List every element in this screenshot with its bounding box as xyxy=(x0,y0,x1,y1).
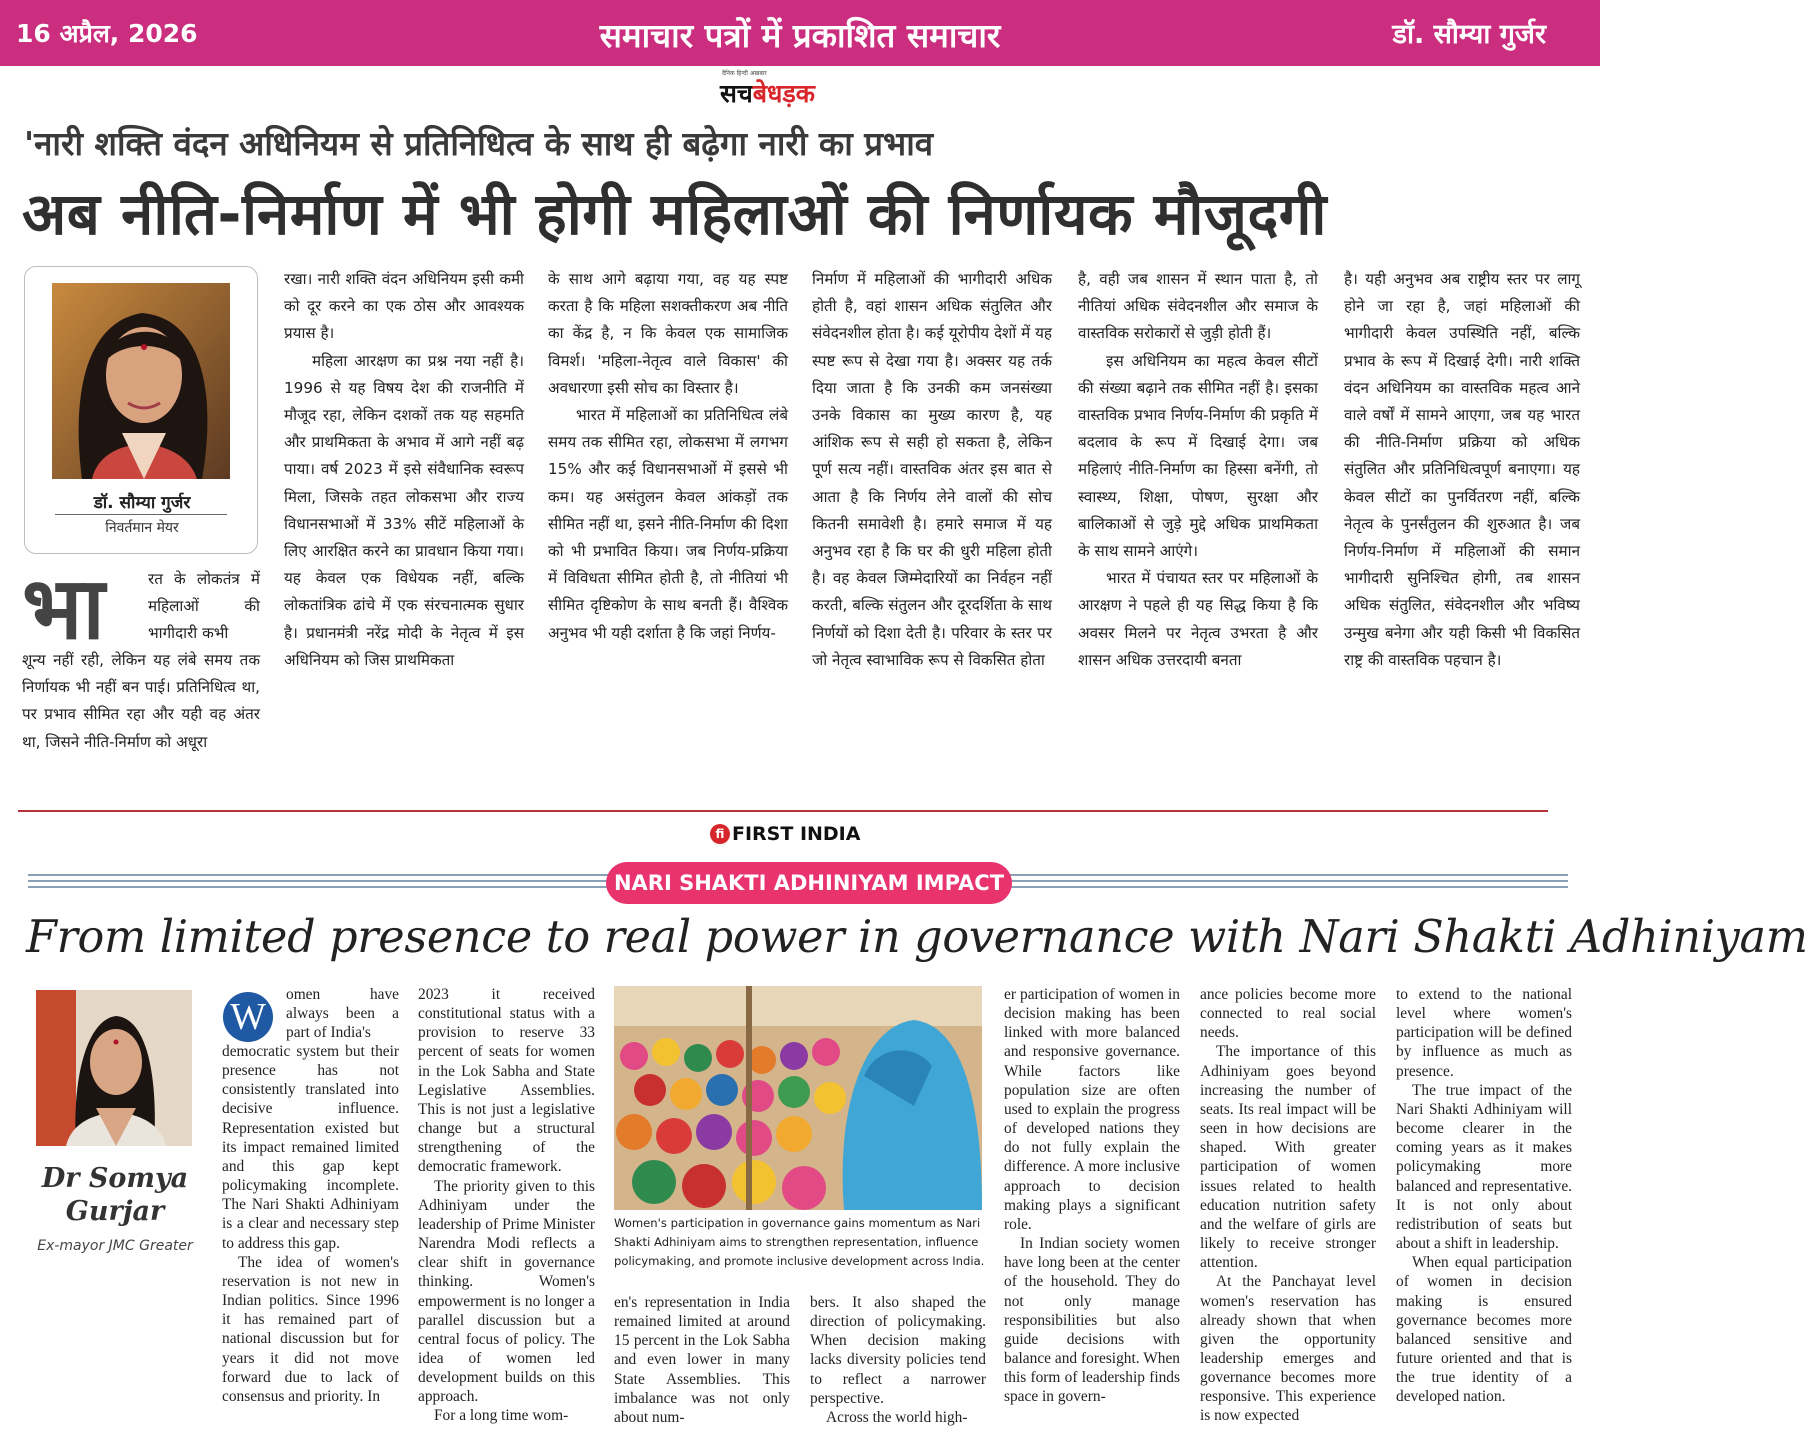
hindi-author-role: निवर्तमान मेयर xyxy=(105,520,179,536)
english-column-5 xyxy=(1004,985,1180,1422)
hindi-lead-top: रत के लोकतंत्र में महिलाओं की भागीदारी कभी xyxy=(148,570,260,643)
first-india-logo xyxy=(710,823,860,845)
english-author-role: Ex-mayor JMC Greater xyxy=(37,1238,193,1254)
hindi-dropcap: भा xyxy=(22,559,105,659)
section-divider xyxy=(18,810,1548,812)
top-banner xyxy=(0,0,1600,66)
hindi-column-4 xyxy=(812,266,1052,786)
hindi-column-5 xyxy=(1078,266,1318,786)
author-portrait-image xyxy=(36,990,192,1146)
paragraph: The importance of this Adhiniyam goes beyond increasing the number of seats. Its real impact will be seen in how decisions are shaped. With greater participation of women issues related to health education nutrition safety and the welfare of girls are likely to receive stronger attention. xyxy=(1200,1043,1376,1272)
paragraph: omen have always been a part of India's xyxy=(286,986,399,1042)
hindi-column-2 xyxy=(284,266,524,786)
first-india-wordmark: FIRST INDIA xyxy=(732,823,861,845)
paragraph: भारत में महिलाओं का प्रतिनिधित्व लंबे समय तक सीमित रहा, लोकसभा में लगभग 15% और कई विधानसभाओं में इससे भी कम। यह असंतुलन केवल आंकड़ों तक सीमित नहीं था, इसने नीति-निर्माण की दिशा को भी प्रभावित किया। जब निर्णय-प्रक्रिया में विविधता सीमित होती है, तो नीतियां भी सीमित दृष्टिकोण के साथ बनती हैं। वैश्विक अनुभव भी यही दर्शाता है कि जहां निर्णय- xyxy=(548,406,788,642)
english-column-6 xyxy=(1200,985,1376,1425)
paragraph: At the Panchayat level women's reservation has already shown that when given the opportunity leadership emerges and governance becomes more responsive. This experience is now expected xyxy=(1200,1273,1376,1425)
paragraph: The idea of women's reservation is not new in Indian politics. Since 1996 it has remained part of national discussion but for years it did not move forward due to lack of consensus and priority. In xyxy=(222,1253,399,1405)
paragraph: For a long time wom- xyxy=(434,1407,569,1425)
paragraph: When equal participation of women in decision making is ensured governance becomes more balanced sensitive and future oriented and that is the true identity of a developed nation. xyxy=(1396,1254,1572,1406)
hindi-lead-bottom: शून्य नहीं रही, लेकिन यह लंबे समय तक निर्णायक भी नहीं बन पाई। प्रतिनिधित्व था, पर प्रभाव सीमित रहा और यही वह अंतर था, जिसने नीति-निर्माण को अधूरा xyxy=(22,651,260,751)
paragraph: के साथ आगे बढ़ाया गया, वह यह स्पष्ट करता है कि महिला सशक्तीकरण अब नीति का केंद्र है, न कि केवल एक सामाजिक विमर्श। 'महिला-नेतृत्व वाले विकास' की अवधारणा इसी सोच का विस्तार है। xyxy=(548,270,788,397)
paragraph: en's representation in India remained limited at around 15 percent in the Lok Sabha and even lower in many State Assemblies. This imbalance was not only about num- xyxy=(614,1294,790,1426)
crowd-photo xyxy=(614,986,982,1210)
hindi-column-3 xyxy=(548,266,788,786)
english-dropcap: W xyxy=(223,992,273,1042)
english-column-4 xyxy=(810,1293,986,1426)
paragraph: bers. It also shaped the direction of policymaking. When decision making lacks diversity policies tend to reflect a narrower perspective. xyxy=(810,1294,986,1407)
english-column-1 xyxy=(222,1042,399,1422)
paragraph: er participation of women in decision making has been linked with more balanced and responsive governance. While factors like population size are often used to explain the progress of developed nations they do not fully explain the difference. A more inclusive approach to decision making plays a significant role. xyxy=(1004,986,1180,1233)
paragraph: 2023 it received constitutional status with a provision to reserve 33 percent of seats for women in the Lok Sabha and State Legislative Assemblies. This is not just a legislative change but a structural strengthening of the democratic framework. xyxy=(418,986,595,1176)
english-headline: From limited presence to real power in governance with Nari Shakti Adhiniyam xyxy=(26,912,1808,963)
hindi-author-name: डॉ. सौम्या गुर्जर xyxy=(93,493,191,513)
paragraph: है। यही अनुभव अब राष्ट्रीय स्तर पर लागू होने जा रहा है, जहां महिलाओं की भागीदारी केवल उपस्थिति नहीं, बल्कि प्रभाव के रूप में दिखाई देगी। नारी शक्ति वंदन अधिनियम का वास्तविक महत्व आने वाले वर्षों में सामने आएगा, जब यह भारत की नीति-निर्माण प्रक्रिया को अधिक संतुलित और प्रतिनिधित्वपूर्ण बनाएगा। यह केवल सीटों का पुनर्वितरण नहीं, बल्कि नेतृत्व के पुनर्संतुलन की शुरुआत है। जब निर्णय-निर्माण में महिलाओं की समान भागीदारी सुनिश्चित होगी, तब शासन अधिक संतुलित, संवेदनशील और भविष्य उन्मुख बनेगा और यही किसी भी विकसित राष्ट्र की वास्तविक पहचान है। xyxy=(1344,270,1580,669)
paragraph: Across the world high- xyxy=(826,1408,968,1426)
paragraph: रखा। नारी शक्ति वंदन अधिनियम इसी कमी को दूर करने का एक ठोस और आवश्यक प्रयास है। xyxy=(284,270,524,343)
hindi-headline: अब नीति-निर्माण में भी होगी महिलाओं की निर्णायक मौजूदगी xyxy=(22,180,1327,248)
banner-date: 16 अप्रैल, 2026 xyxy=(16,19,198,48)
paragraph: महिला आरक्षण का प्रश्न नया नहीं है। 1996 से यह विषय देश की राजनीति में मौजूद रहा, लेकिन दशकों तक यह सहमति और प्राथमिकता के अभाव में आगे नहीं बढ़ पाया। वर्ष 2023 में इसे संवैधानिक स्वरूप मिला, जिसके तहत लोकसभा और राज्य विधानसभाओं में 33% सीटें महिलाओं के लिए आरक्षित करने का प्रावधान किया गया। यह केवल एक विधेयक नहीं, बल्कि लोकतांत्रिक ढांचे में एक संरचनात्मक सुधार है। प्रधानमंत्री नरेंद्र मोदी के नेतृत्व में इस अधिनियम को जिस प्राथमिकता xyxy=(284,351,524,669)
hindi-kicker: 'नारी शक्ति वंदन अधिनियम से प्रतिनिधित्व के साथ ही बढ़ेगा नारी का प्रभाव xyxy=(24,124,934,163)
logo-part-2: बेधड़क xyxy=(752,79,816,108)
logo-tagline: दैनिक हिन्दी अखबार xyxy=(722,70,767,77)
logo-part-1: सच xyxy=(720,79,753,108)
hindi-column-6 xyxy=(1344,266,1580,786)
hindi-author-card xyxy=(24,266,258,554)
sach-bedhadak-logo xyxy=(720,70,816,110)
english-lead-text xyxy=(286,985,399,1045)
paragraph: भारत में पंचायत स्तर पर महिलाओं के आरक्षण ने पहले ही यह सिद्ध किया है कि अवसर मिलने पर नेतृत्व उभरता है और शासन अधिक उत्तरदायी बनता xyxy=(1078,569,1318,669)
photo-caption: Women's participation in governance gains momentum as Nari Shakti Adhiniyam aims to strengthen representation, influence policymaking, and promote inclusive development across India. xyxy=(614,1216,985,1268)
paragraph: निर्माण में महिलाओं की भागीदारी अधिक होती है, वहां शासन अधिक संतुलित और संवेदनशील होता है। कई यूरोपीय देशों में यह स्पष्ट रूप से देखा गया है। अक्सर यह तर्क दिया जाता है कि उनकी कम जनसंख्या उनके विकास का मुख्य कारण है, यह आंशिक रूप से सही हो सकता है, लेकिन पूर्ण सत्य नहीं। वास्तविक अंतर इस बात से आता है कि निर्णय लेने वालों की सोच कितनी समावेशी है। हमारे समाज में यह अनुभव रहा है कि घर की धुरी महिला होती है। वह केवल जिम्मेदारियों का निर्वहन नहीं करती, बल्कि संतुलन और दूरदर्शिता के साथ निर्णयों को दिशा देती है। परिवार के स्तर पर जो नेतृत्व स्वाभाविक रूप से विकसित होता xyxy=(812,270,1052,669)
divider xyxy=(55,514,227,515)
paragraph: democratic system but their presence has not consistently translated into decisive influence. Representation existed but its impact remained limited and this gap kept policymaking incomplete. The Nari Shakti Adhiniyam is a clear and necessary step to address this gap. xyxy=(222,1043,399,1252)
paragraph: The true impact of the Nari Shakti Adhiniyam will become clearer in the coming years as it makes policymaking more balanced and representative. It is not only about redistribution of seats but about a shift in leadership. xyxy=(1396,1081,1572,1253)
english-column-2 xyxy=(418,985,595,1425)
english-column-7 xyxy=(1396,985,1572,1422)
paragraph: ance policies become more connected to real social needs. xyxy=(1200,986,1376,1042)
english-column-3 xyxy=(614,1293,790,1426)
paragraph: The priority given to this Adhiniyam under the leadership of Prime Minister Narendra Modi reflects a clear shift in governance thinking. Women's empowerment is no longer a parallel discussion but a central focus of policy. The idea of women led development builds on this approach. xyxy=(418,1177,595,1406)
paragraph: इस अधिनियम का महत्व केवल सीटों की संख्या बढ़ाने तक सीमित नहीं है। इसका वास्तविक प्रभाव निर्णय-निर्माण की प्रकृति में बदलाव के रूप में दिखाई देगा। जब महिलाएं नीति-निर्माण का हिस्सा बनेंगी, तो स्वास्थ्य, शिक्षा, पोषण, सुरक्षा और बालिकाओं से जुड़े मुद्दे अधिक प्राथमिकता के साथ सामने आएंगे। xyxy=(1078,351,1318,561)
english-kicker-pill: NARI SHAKTI ADHINIYAM IMPACT xyxy=(606,862,1012,904)
author-portrait-image xyxy=(52,283,230,479)
paragraph: In Indian society women have long been at the center of the household. They do not only manage responsibilities but also guide decisions with balance and foresight. When this form of leadership finds space in govern- xyxy=(1004,1235,1180,1406)
english-author-name: Dr Somya Gurjar xyxy=(41,1163,189,1227)
paragraph: to extend to the national level where women's participation will be defined by influence as much as presence. xyxy=(1396,986,1572,1080)
english-author-photo xyxy=(36,990,192,1146)
hindi-author-photo xyxy=(52,283,230,479)
paragraph: है, वही जब शासन में स्थान पाता है, तो नीतियां अधिक संवेदनशील और समाज के वास्तविक सरोकारों से जुड़ी होती हैं। xyxy=(1078,270,1318,343)
banner-author: डॉ. सौम्या गुर्जर xyxy=(1392,19,1546,50)
crowd-image xyxy=(614,986,982,1210)
first-india-mark-icon: fi xyxy=(710,824,730,844)
banner-title: समाचार पत्रों में प्रकाशित समाचार xyxy=(599,16,1001,55)
